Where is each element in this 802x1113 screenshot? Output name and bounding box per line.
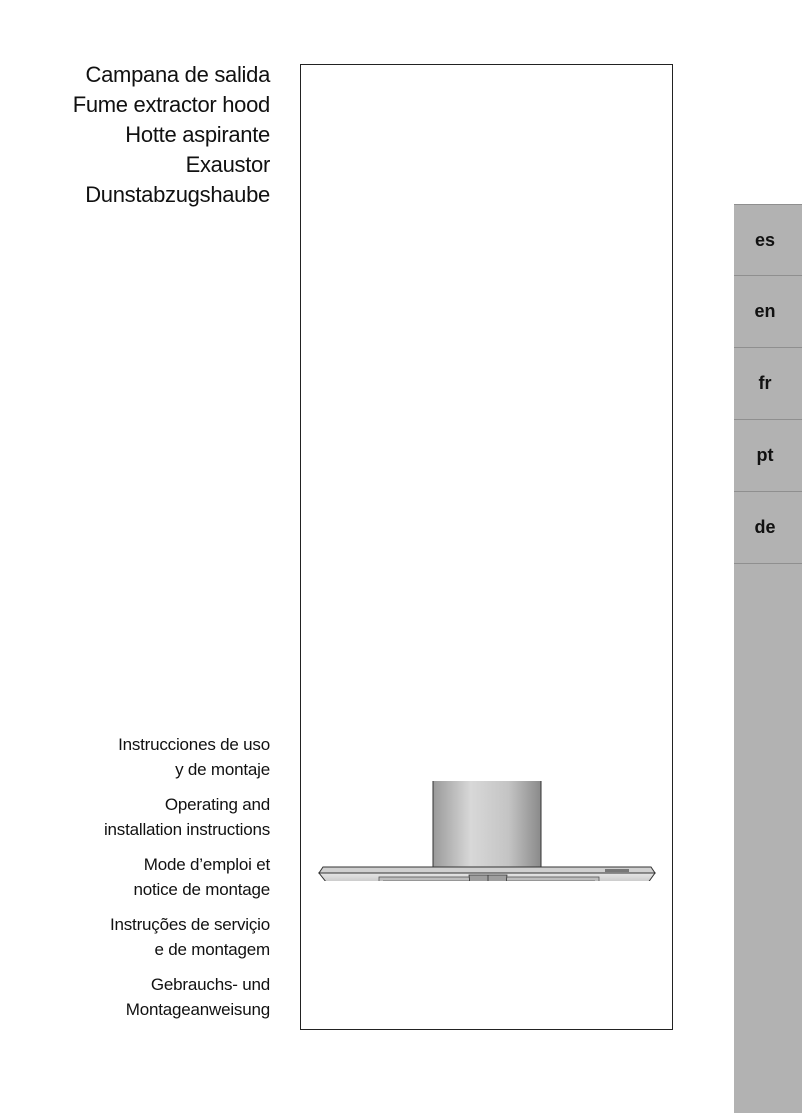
- manual-titles: [40, 732, 270, 1032]
- manual-en-line1: Operating and: [164, 795, 270, 814]
- manual-es-line2: y de montaje: [175, 760, 270, 779]
- hood-canopy-top: [319, 867, 655, 873]
- hood-illustration: [317, 781, 659, 881]
- manual-es-line1: Instrucciones de uso: [118, 735, 270, 754]
- manual-pt: [40, 912, 270, 962]
- manual-de: [40, 972, 270, 1022]
- manual-en-line2: installation instructions: [103, 820, 270, 839]
- title-fr: Hotte aspirante: [125, 122, 270, 147]
- language-tab-pt[interactable]: pt: [734, 420, 802, 492]
- manual-de-line2: Montageanweisung: [125, 1000, 270, 1019]
- manual-en: [40, 792, 270, 842]
- language-tab-de[interactable]: de: [734, 492, 802, 564]
- title-es: Campana de salida: [85, 62, 270, 87]
- manual-es: [40, 732, 270, 782]
- language-tab-en[interactable]: en: [734, 276, 802, 348]
- language-sidebar: [734, 204, 802, 1113]
- manual-pt-line2: e de montagem: [154, 940, 270, 959]
- title-de: Dunstabzugshaube: [85, 182, 270, 207]
- product-image-frame: [300, 64, 673, 1030]
- language-tab-es[interactable]: es: [734, 204, 802, 276]
- title-en: Fume extractor hood: [72, 92, 270, 117]
- title-pt: Exaustor: [185, 152, 270, 177]
- manual-fr: [40, 852, 270, 902]
- hood-chimney: [433, 781, 541, 877]
- manual-fr-line1: Mode d’emploi et: [143, 855, 270, 874]
- manual-pt-line1: Instruções de serviçio: [109, 915, 270, 934]
- language-tab-fr[interactable]: fr: [734, 348, 802, 420]
- manual-de-line1: Gebrauchs- und: [150, 975, 270, 994]
- product-titles: [40, 60, 270, 210]
- manual-fr-line2: notice de montage: [133, 880, 270, 899]
